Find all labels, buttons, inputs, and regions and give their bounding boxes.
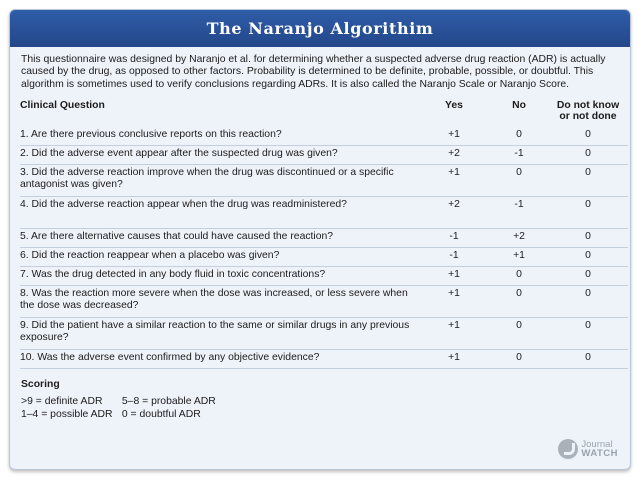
score-no: 0 [490, 164, 548, 196]
score-do-not-know: 0 [548, 127, 628, 146]
score-no: 0 [490, 127, 548, 146]
score-yes: +2 [418, 145, 490, 164]
score-yes: +1 [418, 285, 490, 317]
questionnaire-table [20, 98, 628, 369]
table-row [20, 145, 628, 164]
logo-line1: Journal [581, 439, 613, 450]
table-header-row [20, 98, 628, 127]
intro-paragraph: This questionnaire was designed by Naranjo et al. for determining whether a suspected adverse drug reaction (ADR) is actually caused by the drug, as opposed to other factors. Probability is determined to be definite, probable, possible, or doubtful. This algorithm is sometimes used to verify conclusions regarding ADRs. It is also called the Naranjo Scale or Naranjo Score. [21, 54, 606, 90]
score-no: -1 [490, 145, 548, 164]
score-do-not-know: 0 [548, 228, 628, 247]
scoring-row-2 [21, 408, 630, 421]
score-yes: +1 [418, 349, 490, 368]
table-row [20, 285, 628, 317]
header-do-not-know [548, 98, 628, 127]
score-no: +2 [490, 228, 548, 247]
question-text: 10. Was the adverse event confirmed by any objective evidence? [20, 349, 418, 368]
score-do-not-know: 0 [548, 196, 628, 228]
score-no: -1 [490, 196, 548, 228]
score-yes: +1 [418, 164, 490, 196]
question-text: 9. Did the patient have a similar reaction to the same or similar drugs in any previous exposure? [20, 317, 418, 349]
question-text: 1. Are there previous conclusive reports on this reaction? [20, 127, 418, 146]
question-text: 2. Did the adverse event appear after the suspected drug was given? [20, 145, 418, 164]
question-text: 4. Did the adverse reaction appear when the drug was readministered? [20, 196, 418, 228]
scoring-title: Scoring [21, 378, 60, 390]
scoring-doubtful: 0 = doubtful ADR [121, 408, 201, 420]
journal-watch-logo-icon [558, 439, 578, 459]
page-title: The Naranjo Algorithim [10, 10, 630, 47]
score-do-not-know: 0 [548, 285, 628, 317]
score-no: 0 [490, 317, 548, 349]
table-row [20, 349, 628, 368]
score-do-not-know: 0 [548, 349, 628, 368]
table-row [20, 196, 628, 228]
score-no: 0 [490, 266, 548, 285]
question-text: 6. Did the reaction reappear when a placebo was given? [20, 247, 418, 266]
header-no: No [512, 99, 526, 111]
header-do-not-know-line2: or not done [559, 111, 617, 123]
scoring-definite: >9 = definite ADR [21, 395, 103, 407]
table-row [20, 247, 628, 266]
scoring-probable: 5–8 = probable ADR [121, 395, 216, 407]
naranjo-card [9, 9, 631, 470]
table-row [20, 164, 628, 196]
table-row [20, 266, 628, 285]
journal-watch-logo [558, 439, 618, 459]
scoring-row-1 [21, 395, 630, 408]
score-yes: -1 [418, 247, 490, 266]
score-do-not-know: 0 [548, 145, 628, 164]
score-yes: +2 [418, 196, 490, 228]
scoring-section [21, 378, 630, 421]
logo-line2: WATCH [581, 448, 618, 459]
header-yes: Yes [445, 99, 463, 111]
score-yes: +1 [418, 317, 490, 349]
header-do-not-know-line1: Do not know [556, 99, 620, 111]
question-text: 3. Did the adverse reaction improve when the drug was discontinued or a specific antagonist was given? [20, 164, 418, 196]
question-text: 8. Was the reaction more severe when the dose was increased, or less severe when the dose was decreased? [20, 285, 418, 317]
score-do-not-know: 0 [548, 266, 628, 285]
score-yes: -1 [418, 228, 490, 247]
score-do-not-know: 0 [548, 247, 628, 266]
score-yes: +1 [418, 266, 490, 285]
score-yes: +1 [418, 127, 490, 146]
question-text: 5. Are there alternative causes that could have caused the reaction? [20, 228, 418, 247]
score-do-not-know: 0 [548, 317, 628, 349]
score-no: 0 [490, 285, 548, 317]
header-clinical-question: Clinical Question [20, 99, 105, 111]
question-text: 7. Was the drug detected in any body fluid in toxic concentrations? [20, 266, 418, 285]
score-no: 0 [490, 349, 548, 368]
table-row [20, 317, 628, 349]
table-row [20, 127, 628, 146]
score-no: +1 [490, 247, 548, 266]
score-do-not-know: 0 [548, 164, 628, 196]
scoring-possible: 1–4 = possible ADR [21, 408, 113, 420]
table-row [20, 228, 628, 247]
